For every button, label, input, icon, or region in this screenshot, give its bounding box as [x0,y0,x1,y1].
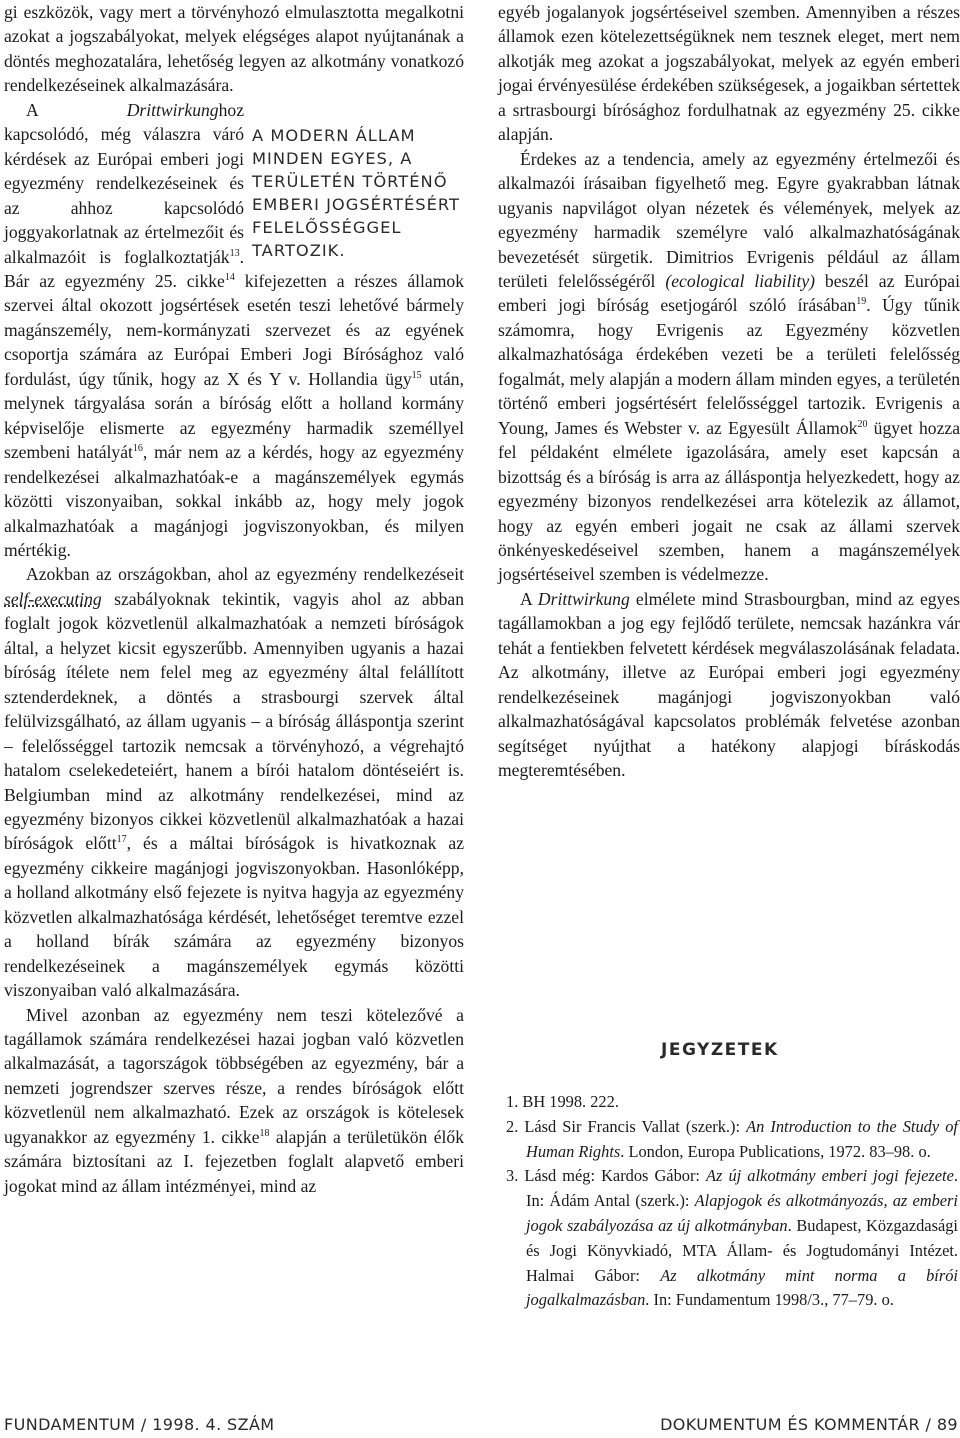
footnote-ref-19[interactable]: 19 [856,296,867,308]
note-1: 1. BH 1998. 222. [506,1092,619,1111]
text-run: . London, Europa Publications, 1972. 83–98. o. [620,1141,931,1161]
term-drittwirkung-2: Drittwirkung [537,588,630,609]
text-run: ügyet hozza fel példaként elmélete igazolására, amely eset kapcsán a bizottság és a bíróság is arra az álláspontja helyezkedett, hogy az egyezmény bizonyos rendelkezései arra kötelezik az államot, hogy az egyén emberi jogait ne csak az állami szervek önkényeskedéseivel szemben, hanem a magánszemélyek jogsértéseivel szemben is védelmezze. [498,417,960,585]
text-run: . In: Fundamentum 1998/3., 77–79. o. [645,1290,894,1310]
term-drittwirkung: Drittwirkung [126,99,219,120]
left-paragraph-3 [4,562,464,1002]
text-run: kifejezetten a részes államok szervei által okozott jogsértések esetén teszi lehetővé bármely magánszemély, nem-kormányzati szervezet és az egyének csoportja számára az Európai Emberi Jogi Bírósághoz való fordulást, úgy tűnik, hogy az X és Y v. Hollandia ügy [4,270,464,389]
footer-right: DOKUMENTUM ÉS KOMMENTÁR / 89 [660,1415,958,1434]
notes-list [506,1090,958,1313]
text-run: . Úgy tűnik számomra, hogy Evrigenis az Egyezmény közvetlen alkalmazhatósága érdekében vezeti be a területi felelősség fogalmát, mely alapján a modern állam minden egyes, a területén történő emberi jogsértésért felelősséggel tartozik. Evrigenis a Young, James és Webster v. az Egyesült Államok [498,295,960,438]
text-run: 2. Lásd Sir Francis Vallat (szerk.): [506,1116,747,1136]
text-run: , már nem az a kérdés, hogy az egyezmény rendelkezései alkalmazhatóak-e a magánszemélyek egymás közötti viszonyaiban, sokkal inkább az, hogy mely jogok alkalmazhatóak a magánjogi jogviszonyokban, és milyen mértékig. [4,442,464,560]
footnote-ref-16[interactable]: 16 [132,443,143,455]
text-run: A [26,99,127,120]
term-self-executing [4,589,102,609]
footnote-ref-15[interactable]: 15 [411,369,422,381]
text-run: . Bár az egyezmény 25. cikke [4,246,244,291]
text-run: beszél az Európai emberi jogi bíróság esetjogáról szóló írásában [498,270,960,316]
left-paragraph-4 [4,1003,464,1199]
left-paragraph-1: gi eszközök, vagy mert a törvényhozó elmulasztotta megalkotni azokat a jogszabályokat, melyek elégséges alapot nyújtanának a döntés meghozatalára, lehetőség legyen az alkotmány vonatkozó rendelkezéseinek alkalmazására. [4,2,464,96]
text-run: szabályoknak tekintik, vagyis ahol az abban foglalt jogok közvetlenül alkalmazhatóak a nemzeti bíróságok által, a helyzet kicsit egyszerűbb. Amennyiben ugyanis a hazai bíróság ítélete nem felel meg az egyezmény által felállított sztenderdeknek, a döntés a strasbourgi szervek által felülvizsgálható, az állam ugyanis – a bíróság álláspontja szerint – felelősséggel tartozik nemcsak a törvényhozó, a végrehajtó hatalom cselekedeteiért, hanem a bírói hatalom döntéseiért is. Belgiumban mind az alkotmány rendelkezései, mind az egyezmény bizonyos cikkei közvetlenül alkalmazhatóak a hazai bíróságok előtt [4,588,464,854]
note-3 [506,1164,958,1313]
text-run: Azokban az országokban, ahol az egyezmény rendelkezéseit [26,564,464,585]
text-run: . In: Ádám Antal (szerk.): [526,1166,958,1211]
term-ecological-liability: (ecological liability) [665,270,815,291]
text-run: Érdekes az a tendencia, amely az egyezmény értelmezői és alkalmazói írásaiban figyelhető meg. Egyre gyakrabban látnak ugyanis napvilágot olyan nézetek és vélemények, melyek az egyezmény harmadik személyre való alkalmazhatóságának bevezetését sürgetik. Dimitrios Evrigenis például az állam területi felelősségéről [498,148,960,291]
text-run: . Budapest, Közgazdasági és Jogi Könyvkiadó, MTA Állam- és Jogtudományi Intézet. Halmai Gábor: [526,1215,958,1285]
note-title: An Introduction to the Study of Human Rights [526,1116,958,1161]
note-2 [506,1115,958,1165]
pullquote: A MODERN ÁLLAM MINDEN EGYES, A TERÜLETÉN TÖRTÉNŐ EMBERI JOGSÉRTÉSÉRT FELELŐSSÉGGEL TARTOZIK. [252,125,460,260]
footer-left: FUNDAMENTUM / 1998. 4. SZÁM [4,1415,275,1434]
text-run: után, melynek tárgyalása során a bíróság előtt a holland kormány képviselője elismerte az egyezmény harmadik személlyel szembeni hatályát [4,368,464,463]
footnote-ref-14[interactable]: 14 [224,272,235,284]
text-run: A [520,588,538,609]
footnote-ref-18[interactable]: 18 [259,1127,270,1139]
text-run: Mivel azonban az egyezmény nem teszi kötelezővé a tagállamok számára rendelkezései hazai jogban való közvetlen alkalmazását, a tagországok többségében az egyezmény, bár a nemzeti jogrendszer szerves része, a rendes bíróságok előtt közvetlenül nem alkalmazható. Ezek az országok is kötelesek ugyanakkor az egyezmény 1. cikke [4,1004,464,1147]
note-title: Az új alkotmány emberi jogi fejezete [706,1166,954,1186]
right-paragraph-1: egyéb jogalanyok jogsértéseivel szemben. Amennyiben a részes államok ezen kötelezettségüknek nem tesznek eleget, mert nem alkotják meg azokat a jogszabályokat, melyek az egyén emberi jogai érvényesülése érdekében szükségesek, a jogaikban sértettek a srtrasbourgi bírósághoz fordulhatnak az egyezmény 25. cikke alapján. [498,2,960,145]
notes-heading: JEGYZETEK [661,1040,779,1060]
note-title: Az alkotmány mint norma a bírói jogalkalmazásban [526,1265,958,1310]
pullquote-box [252,124,470,262]
term-self-executing-text: self-executing [4,588,102,609]
text-run: , és a máltai bíróságok is hivatkoznak az egyezmény cikkeire magánjogi jogviszonyokban. Hasonlóképp, a holland alkotmány első fejezete is nyitva hagyja az egyezmény közvetlen alkalmazhatósága kérdését, lehetőséget teremtve ezzel a holland bírák számára az egyezmény bizonyos rendelkezéseinek a magánszemélyek egymás közötti viszonyaiban való alkalmazására. [4,833,465,1001]
footnote-ref-17[interactable]: 17 [116,834,127,846]
text-run: alapján a területükön élők számára biztosítani az I. fejezetben foglalt alapvető emberi jogokat mind az állam intézményei, mind az [4,1126,464,1196]
left-column [4,0,464,1198]
text-run: 3. Lásd még: Kardos Gábor: [506,1166,707,1186]
text-run: elmélete mind Strasbourgban, mind az egyes tagállamokban a jog egy fejlődő területe, nemcsak hazánkra vár tehát a fentiekben felvetett kérdések megválaszolásának feladata. Az alkotmány, illetve az Európai emberi jogi egyezmény rendelkezéseinek magánjogi jogviszonyokban való alkalmazhatóságával kapcsolatos problémák felvetése azonban segítséget nyújthat a hatékony alapjogi bíráskodás megteremtésében. [498,588,960,781]
footnote-ref-20[interactable]: 20 [857,418,868,430]
footnote-ref-13[interactable]: 13 [229,247,240,259]
text-run: hoz kapcsolódó, még válaszra váró kérdések az Európai emberi jogi egyezmény rendelkezéseinek és az ahhoz kapcsolódó joggyakorlatnak az értelmezőit és alkalmazóit is foglalkoztatják [4,99,244,267]
notes-section [498,0,960,1400]
note-title: Alapjogok és alkotmányozás, az emberi jogok szabályozása az új alkotmányban [526,1191,958,1235]
